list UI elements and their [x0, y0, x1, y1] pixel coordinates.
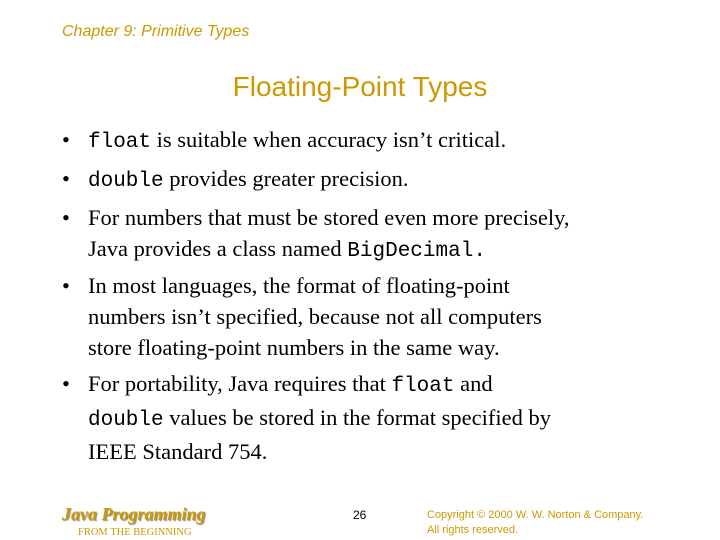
bullet-text: [88, 202, 682, 267]
bullet-text-segment: Java provides a class named: [88, 236, 348, 261]
bullet-item: [62, 124, 682, 158]
bullet-marker: •: [62, 205, 70, 230]
bullet-item: [62, 270, 682, 363]
bullet-line: [88, 301, 682, 332]
code-keyword: float: [88, 131, 152, 154]
chapter-heading: Chapter 9: Primitive Types: [62, 23, 250, 40]
bullet-line: [88, 402, 682, 436]
bullet-text: [88, 124, 682, 158]
bullet-marker: •: [62, 371, 70, 396]
book-title: Java Programming: [62, 504, 206, 524]
code-keyword: float: [391, 375, 455, 398]
bullet-line: [88, 436, 682, 467]
code-keyword: double: [88, 170, 164, 193]
code-keyword: BigDecimal.: [347, 240, 486, 263]
copyright-line: All rights reserved.: [427, 524, 519, 536]
bullet-item: [62, 368, 682, 467]
bullet-text-segment: and: [454, 371, 493, 396]
bullet-marker: •: [62, 166, 70, 191]
bullet-text-segment: values be stored in the format specified by: [163, 405, 552, 430]
bullet-text: [88, 270, 682, 363]
bullet-text-segment: is suitable when accuracy isn’t critical.: [151, 127, 507, 152]
bullet-line: [88, 332, 682, 363]
bullet-text-segment: store floating-point numbers in the same way.: [88, 335, 500, 360]
bullet-text-segment: numbers isn’t specified, because not all computers: [88, 304, 542, 329]
bullet-text-segment: In most languages, the format of floating-point: [88, 273, 510, 298]
bullet-text-segment: For portability, Java requires that: [88, 371, 392, 396]
bullet-item: [62, 163, 682, 197]
bullet-text-segment: For numbers that must be stored even more precisely,: [88, 205, 570, 230]
bullet-text-segment: IEEE Standard 754.: [88, 439, 268, 464]
page-number: 26: [353, 508, 367, 522]
copyright-line: Copyright © 2000 W. W. Norton & Company.: [427, 509, 644, 521]
bullet-line: [88, 124, 682, 158]
bullet-marker: •: [62, 273, 70, 298]
bullet-item: [62, 202, 682, 267]
code-keyword: double: [88, 409, 164, 432]
bullet-line: [88, 163, 682, 197]
bullet-line: [88, 233, 682, 267]
bullet-text-segment: provides greater precision.: [163, 166, 409, 191]
slide-title: Floating-Point Types: [232, 71, 488, 102]
bullet-marker: •: [62, 127, 70, 152]
bullet-line: [88, 368, 682, 402]
bullet-text: [88, 163, 682, 197]
book-subtitle: FROM THE BEGINNING: [78, 527, 192, 538]
copyright-notice: [427, 508, 643, 538]
bullet-line: [88, 270, 682, 301]
bullet-line: [88, 202, 682, 233]
bullet-text: [88, 368, 682, 467]
